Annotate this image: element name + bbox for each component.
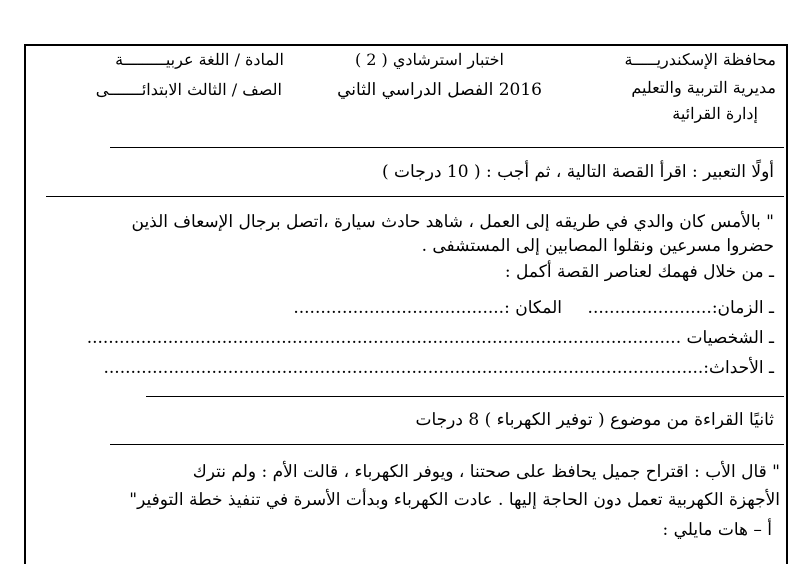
section2-title-divider (110, 444, 784, 445)
section1-divider (46, 196, 784, 197)
header-divider (110, 147, 784, 148)
section2-divider (146, 396, 784, 397)
subject-label: المادة / اللغة عربيـــــــــة (115, 50, 284, 69)
story-instruction: ـ من خلال فهمك لعناصر القصة أكمل : (504, 262, 774, 282)
governorate-label: محافظة الإسكندريـــــة (624, 50, 776, 69)
section2-title: ثانيًا القراءة من موضوع ( توفير الكهرباء ) 8 درجات (415, 410, 774, 430)
reading-line-2: الأجهزة الكهربية تعمل دون الحاجة إليها . عادت الكهرباء وبدأت الأسرة في تنفيذ خطة التوفير" (129, 490, 780, 510)
story-line-2: حضروا مسرعين ونقلوا المصابين إلى المستشفى . (421, 236, 774, 256)
section1-title: أولًا التعبير : اقرأ القصة التالية ، ثم أجب : ( 10 درجات ) (382, 162, 774, 182)
grade-label: الصف / الثالث الابتدائـــــــى (95, 80, 282, 99)
semester-label: 2016 الفصل الدراسي الثاني (337, 80, 542, 100)
reading-question: أ – هات مايلي : (662, 520, 772, 540)
time-field: ـ الزمان:....................... (587, 298, 774, 318)
administration-label: إدارة القرائية (672, 104, 758, 123)
reading-line-1: " قال الأب : اقتراح جميل يحافظ على صحتنا ، ويوفر الكهرباء ، قالت الأم : ولم نترك (192, 462, 780, 482)
events-field: ـ الأحداث:............................................................................................................... (103, 358, 774, 378)
characters-field: ـ الشخصيات .............................................................................................................. (86, 328, 774, 348)
place-field: المكان :....................................... (293, 298, 562, 318)
directorate-label: مديرية التربية والتعليم (631, 78, 776, 97)
exam-title: اختبار استرشادي ( 2 ) (354, 50, 504, 69)
story-line-1: " بالأمس كان والدي في طريقه إلى العمل ، شاهد حادث سيارة ،اتصل برجال الإسعاف الذين (131, 212, 774, 232)
